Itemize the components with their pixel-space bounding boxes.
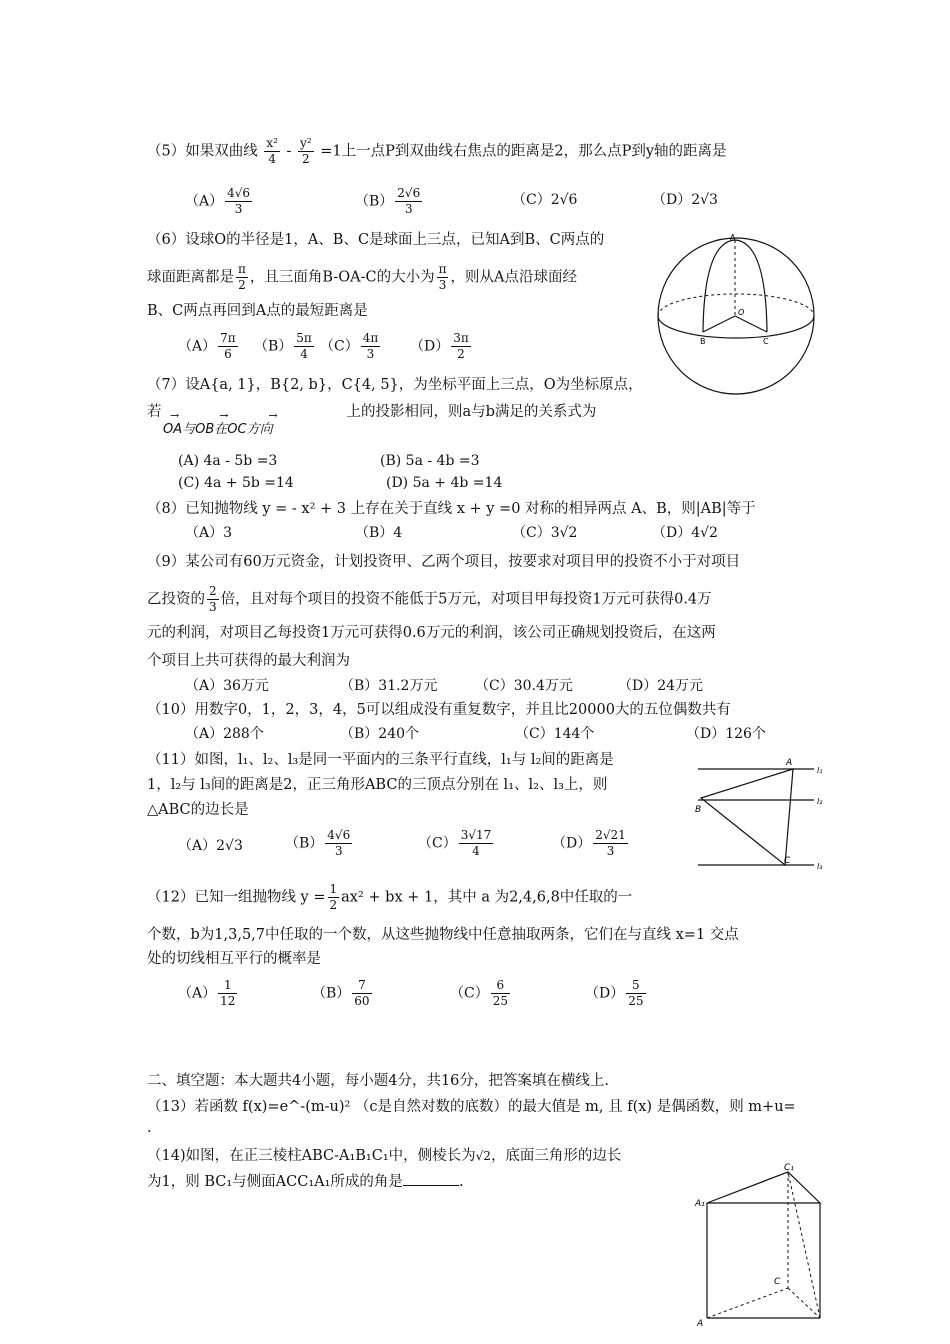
q12-line2: 个数，b为1,3,5,7中任取的一个数，从这些抛物线中任意抽取两条，它们在与直线 x=1 交点 <box>147 927 739 943</box>
q8-option-d: （D）4√2 <box>652 525 718 541</box>
q14-line2: 为1，则 BC₁与侧面ACC₁A₁所成的角是 . <box>147 1171 464 1192</box>
q14-fig-label-c1: C₁ <box>784 1163 794 1173</box>
q9-line2: 乙投资的 $\frac{2}{3}$ 倍，且对每个项目的投资不能低于5万元，对项目甲每投资1万元可获得0.4万 <box>147 584 712 614</box>
q8-option-c: （C）3√2 <box>512 525 578 541</box>
q6-option-d: （D） $\frac{3\pi}{2}$ <box>410 331 469 361</box>
q5-stem: （5）如果双曲线 $\frac{\text{x²}}{4}$ - $\frac{\text{y²}}{2}$ =1上一点P到双曲线右焦点的距离是2，那么点P到y轴的距离是 <box>147 136 727 166</box>
q7-line1: （7）设A{a, 1}，B{2, b}，C{4, 5}，为坐标平面上三点，O为坐标原点， <box>147 377 643 393</box>
q6-sphere-figure <box>656 234 816 396</box>
q14-fig-label-a: A <box>697 1319 704 1329</box>
q9-line4: 个项目上共可获得的最大利润为 <box>147 653 350 669</box>
q14-prism-figure <box>690 1160 840 1344</box>
q11-parallel-lines-figure <box>690 755 830 880</box>
q7-option-a: (A) 4a - 5b =3 <box>178 453 278 469</box>
q11-line3: △ABC的边长是 <box>147 802 249 818</box>
q11-option-d: （D） $\frac{2√21}{3}$ <box>552 828 626 858</box>
q6-line3: B、C两点再回到A点的最短距离是 <box>147 303 368 319</box>
q9-line1: （9）某公司有60万元资金，计划投资甲、乙两个项目，按要求对项目甲的投资不小于对项目 <box>147 554 741 570</box>
q11-fig-label-l1: l₁ <box>817 766 823 775</box>
q14-line1: （14)如图，在正三棱柱ABC-A₁B₁C₁中，侧棱长为√2，底面三角形的边长 <box>147 1148 622 1164</box>
q11-option-b: （B） $\frac{4√6}{3}$ <box>285 828 351 858</box>
q9-line3: 元的利润，对项目乙每投资1万元可获得0.6万元的利润，该公司正确规划投资后，在这两 <box>147 625 716 641</box>
q12-option-c: （C） $\frac{6}{25}$ <box>450 978 508 1008</box>
q14-fig-label-a1: A₁ <box>695 1199 705 1209</box>
q11-fig-label-b: B <box>695 805 702 815</box>
q11-fig-label-l3: l₃ <box>817 862 823 871</box>
q14-fig-label-c: C <box>774 1277 781 1287</box>
q11-option-c: （C） $\frac{3√17}{4}$ <box>418 828 492 858</box>
q5-frac-x: $\frac{\text{x²}}{4}$ <box>266 136 278 166</box>
q6-fig-label-b: B <box>700 337 706 346</box>
q5-option-a: （A） $\frac{4√6}{3}$ <box>185 186 251 216</box>
q7-vector-arrows: →→→ <box>170 409 318 422</box>
q14-answer-blank[interactable] <box>403 1171 459 1186</box>
q5-frac-y: $\frac{\text{y²}}{2}$ <box>300 136 312 166</box>
q8-stem: （8）已知抛物线 y = - x² + 3 上存在关于直线 x + y =0 对称的相异两点 A、B，则|AB|等于 <box>147 501 756 517</box>
q6-fig-label-c: C <box>763 337 769 346</box>
q11-fig-label-c: C <box>784 856 791 866</box>
q12-line1: （12）已知一组抛物线 y = $\frac{1}{2}$ ax² + bx + 1，其中 a 为2,4,6,8中任取的一 <box>147 882 633 912</box>
q7-line2: 若 上的投影相同，则a与b满足的关系式为 <box>147 404 597 420</box>
q11-fig-label-l2: l₂ <box>817 797 823 806</box>
q6-option-b: （B） $\frac{5\pi}{4}$ <box>254 331 312 361</box>
q11-line2: 1，l₂与 l₃间的距离是2，正三角形ABC的三顶点分别在 l₁、l₂、l₃上，则 <box>147 777 608 793</box>
q6-line1: （6）设球O的半径是1，A、B、C是球面上三点，已知A到B、C两点的 <box>147 232 605 248</box>
q6-option-a: （A） $\frac{7\pi}{6}$ <box>178 331 236 361</box>
q9-option-c: （C）30.4万元 <box>475 678 573 694</box>
q11-option-a: （A）2√3 <box>178 838 243 854</box>
q8-option-a: （A）3 <box>185 525 233 541</box>
q9-option-b: （B）31.2万元 <box>340 678 438 694</box>
q7-option-b: (B) 5a - 4b =3 <box>380 453 480 469</box>
q9-option-a: （A）36万元 <box>185 678 269 694</box>
q5-option-c: （C）2√6 <box>512 192 578 208</box>
q10-stem: （10）用数字0，1，2，3，4，5可以组成没有重复数字，并且比20000大的五位偶数共有 <box>147 702 731 718</box>
q12-line3: 处的切线相互平行的概率是 <box>147 951 321 967</box>
q10-option-b: （B）240个 <box>340 726 420 742</box>
q6-option-c: （C） $\frac{4\pi}{3}$ <box>320 331 379 361</box>
q10-option-a: （A）288个 <box>185 726 264 742</box>
q11-fig-label-a: A <box>786 758 793 768</box>
q6-fig-label-a: A <box>730 234 736 242</box>
q9-option-d: （D）24万元 <box>618 678 704 694</box>
q5-option-b: （B） $\frac{2√6}{3}$ <box>355 186 421 216</box>
q13-line2: . <box>147 1120 152 1136</box>
q13-line1: （13）若函数 f(x)=e^-(m-u)² （c是自然对数的底数）的最大值是 m, 且 f(x) 是偶函数，则 m+u= <box>147 1099 796 1115</box>
q12-option-b: （B） $\frac{7}{60}$ <box>312 978 370 1008</box>
q10-option-c: （C）144个 <box>515 726 595 742</box>
q8-option-b: （B）4 <box>355 525 403 541</box>
q5-option-d: （D）2√3 <box>652 192 718 208</box>
q5-text-pre: （5）如果双曲线 <box>147 143 258 160</box>
q12-option-a: （A） $\frac{1}{12}$ <box>178 978 236 1008</box>
q10-option-d: （D）126个 <box>686 726 766 742</box>
q7-option-d: (D) 5a + 4b =14 <box>386 475 503 491</box>
q7-option-c: (C) 4a + 5b =14 <box>178 475 294 491</box>
q7-vector-notation: OA与OB在OC方向 <box>163 422 273 437</box>
q5-text-post: =1上一点P到双曲线右焦点的距离是2，那么点P到y轴的距离是 <box>320 143 727 160</box>
section-2-heading: 二、填空题：本大题共4小题，每小题4分，共16分，把答案填在横线上. <box>147 1073 610 1089</box>
q12-option-d: （D） $\frac{5}{25}$ <box>585 978 644 1008</box>
q11-line1: （11）如图，l₁、l₂、l₃是同一平面内的三条平行直线，l₁与 l₂间的距离是 <box>147 752 614 768</box>
q6-line2: 球面距离都是 $\frac{\pi}{2}$ ，且三面角B-OA-C的大小为 $\frac{\pi}{3}$ ，则从A点沿球面经 <box>147 262 577 292</box>
q6-fig-label-o: O <box>738 308 745 317</box>
